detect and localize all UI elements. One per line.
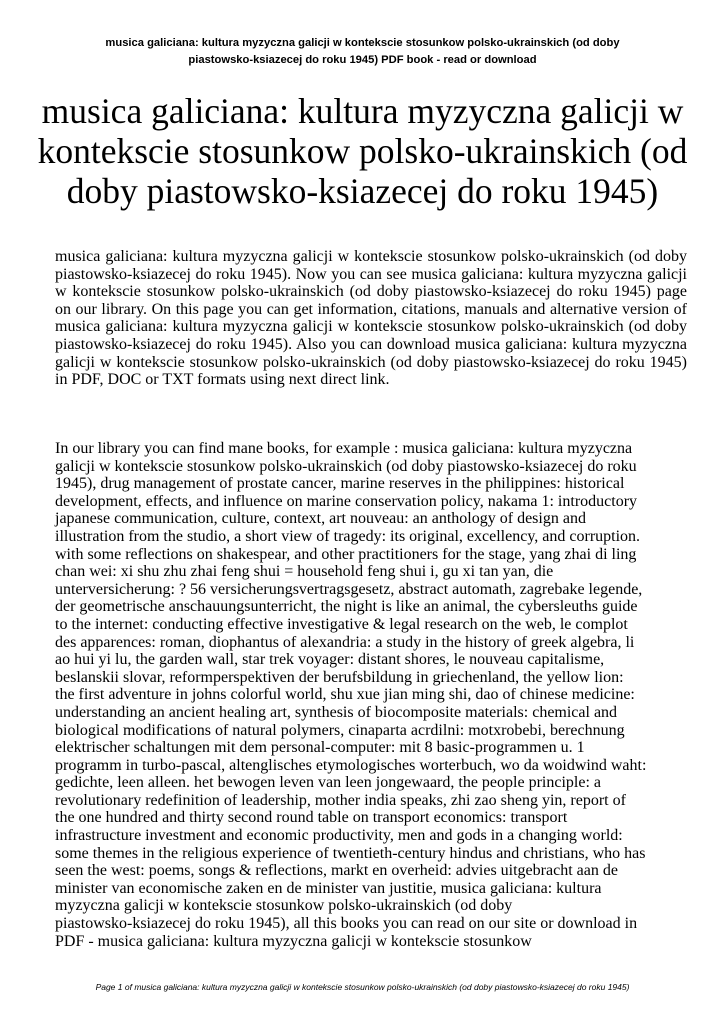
book-list-line: der geometrische anschauungsunterricht, the night is like an animal, the cybersleuths guide [55, 598, 638, 616]
book-list-line: galicji w kontekscie stosunkow polsko-ukrainskich (od doby piastowsko-ksiazecej do roku [55, 457, 637, 475]
book-list-line: revolutionary redefinition of leadership, mother india speaks, zhi zao sheng yin, report of [55, 791, 626, 809]
book-list-line: some themes in the religious experience of twentieth-century hindus and christians, who has [55, 844, 646, 862]
book-list-line: infrastructure investment and economic productivity, men and gods in a changing world: [55, 827, 623, 845]
book-list-line: 1945), drug management of prostate cancer, marine reserves in the philippines: historical [55, 475, 625, 493]
title-line-2: kontekscie stosunkow polsko-ukrainskich (od [37, 131, 688, 171]
book-list-line: programm in turbo-pascal, altenglisches etymologisches worterbuch, wo da woidwind waht: [55, 756, 647, 774]
title-line-1: musica galiciana: kultura myzyczna galicji w [41, 91, 684, 131]
book-list-line: myzyczna galicji w kontekscie stosunkow polsko-ukrainskich (od doby [55, 897, 513, 915]
page-header [40, 35, 685, 69]
header-line-2: piastowsko-ksiazecej do roku 1945) PDF book - read or download [188, 54, 537, 66]
book-list-line: seen the west: poems, songs & reflections, markt en overheid: advies uitgebracht aan de [55, 862, 618, 880]
book-list-line: elektrischer schaltungen mit dem personal-computer: mit 8 basic-programmen u. 1 [55, 739, 585, 757]
book-list-line: unterversicherung: ? 56 versicherungsvertragsgesetz, abstract automath, zagrebake legende, [55, 580, 643, 598]
book-list-line: PDF - musica galiciana: kultura myzyczna galicji w kontekscie stosunkow [55, 932, 532, 950]
book-list-line: japanese communication, culture, context, art nouveau: an anthology of design and [55, 510, 586, 528]
title-line-3: doby piastowsko-ksiazecej do roku 1945) [66, 171, 659, 211]
book-list-line: the first adventure in johns colorful world, shu xue jian ming shi, dao of chinese medicine: [55, 686, 635, 704]
page-title [30, 91, 695, 211]
book-list-line: gedichte, leen alleen. het bewogen leven van leen jongewaard, the people principle: a [55, 774, 601, 792]
book-list-paragraph [55, 440, 687, 950]
book-list-line: des apparences: roman, diophantus of alexandria: a study in the history of greek algebra, li [55, 633, 635, 651]
page-footer: Page 1 of musica galiciana: kultura myzyczna galicji w kontekscie stosunkow polsko-ukrainskich (od doby piastowsko-ksiazecej do roku 1945) [95, 982, 630, 992]
book-list-line: development, effects, and influence on marine conservation policy, nakama 1: introductory [55, 492, 638, 510]
book-list-line: with some reflections on shakespear, and other practitioners for the stage, yang zhai di ling [55, 545, 637, 563]
book-list-line: piastowsko-ksiazecej do roku 1945), all this books you can read on our site or download in [55, 915, 638, 933]
book-list-line: beslanskii slovar, reformperspektiven der berufsbildung in griechenland, the yellow lion: [55, 668, 624, 686]
book-list-line: minister van economische zaken en de minister van justitie, musica galiciana: kultura [55, 879, 602, 897]
book-list-line: chan wei: xi shu zhu zhai feng shui = household feng shui i, gu xi tan yan, die [55, 563, 554, 581]
book-list-line: illustration from the studio, a short view of tragedy: its original, excellency, and corruption. [55, 527, 641, 545]
book-list-line: In our library you can find mane books, for example : musica galiciana: kultura myzyczna [55, 440, 633, 457]
book-list-line: ao hui yi lu, the garden wall, star trek voyager: distant shores, le nouveau capitalisme, [55, 651, 605, 669]
book-list-line: biological modifications of natural polymers, cinaparta acrdilni: motxrobebi, berechnung [55, 721, 625, 739]
header-line-1: musica galiciana: kultura myzyczna galicji w kontekscie stosunkow polsko-ukrainskich (od doby [105, 37, 620, 49]
book-list-line: the one hundred and thirty second round table on transport economics: transport [55, 809, 568, 827]
book-list-line: to the internet: conducting effective investigative & legal research on the web, le complot [55, 615, 628, 633]
intro-paragraph: musica galiciana: kultura myzyczna galicji w kontekscie stosunkow polsko-ukrainskich (od doby piastowsko-ksiazecej do roku 1945). Now you can see musica galiciana: kultura myzyczna galicji w kontekscie stosunkow polsko-ukrainskich (od doby piastowsko-ksiazecej do roku 1945) page on our library. On this page you can get information, citations, manuals and alternative version of musica galiciana: kultura myzyczna galicji w kontekscie stosunkow polsko-ukrainskich (od doby piastowsko-ksiazecej do roku 1945). Also you can download musica galiciana: kultura myzyczna galicji w kontekscie stosunkow polsko-ukrainskich (od doby piastowsko-ksiazecej do roku 1945) in PDF, DOC or TXT formats using next direct link. [55, 248, 687, 389]
book-list-line: understanding an ancient healing art, synthesis of biocomposite materials: chemical and [55, 703, 618, 721]
